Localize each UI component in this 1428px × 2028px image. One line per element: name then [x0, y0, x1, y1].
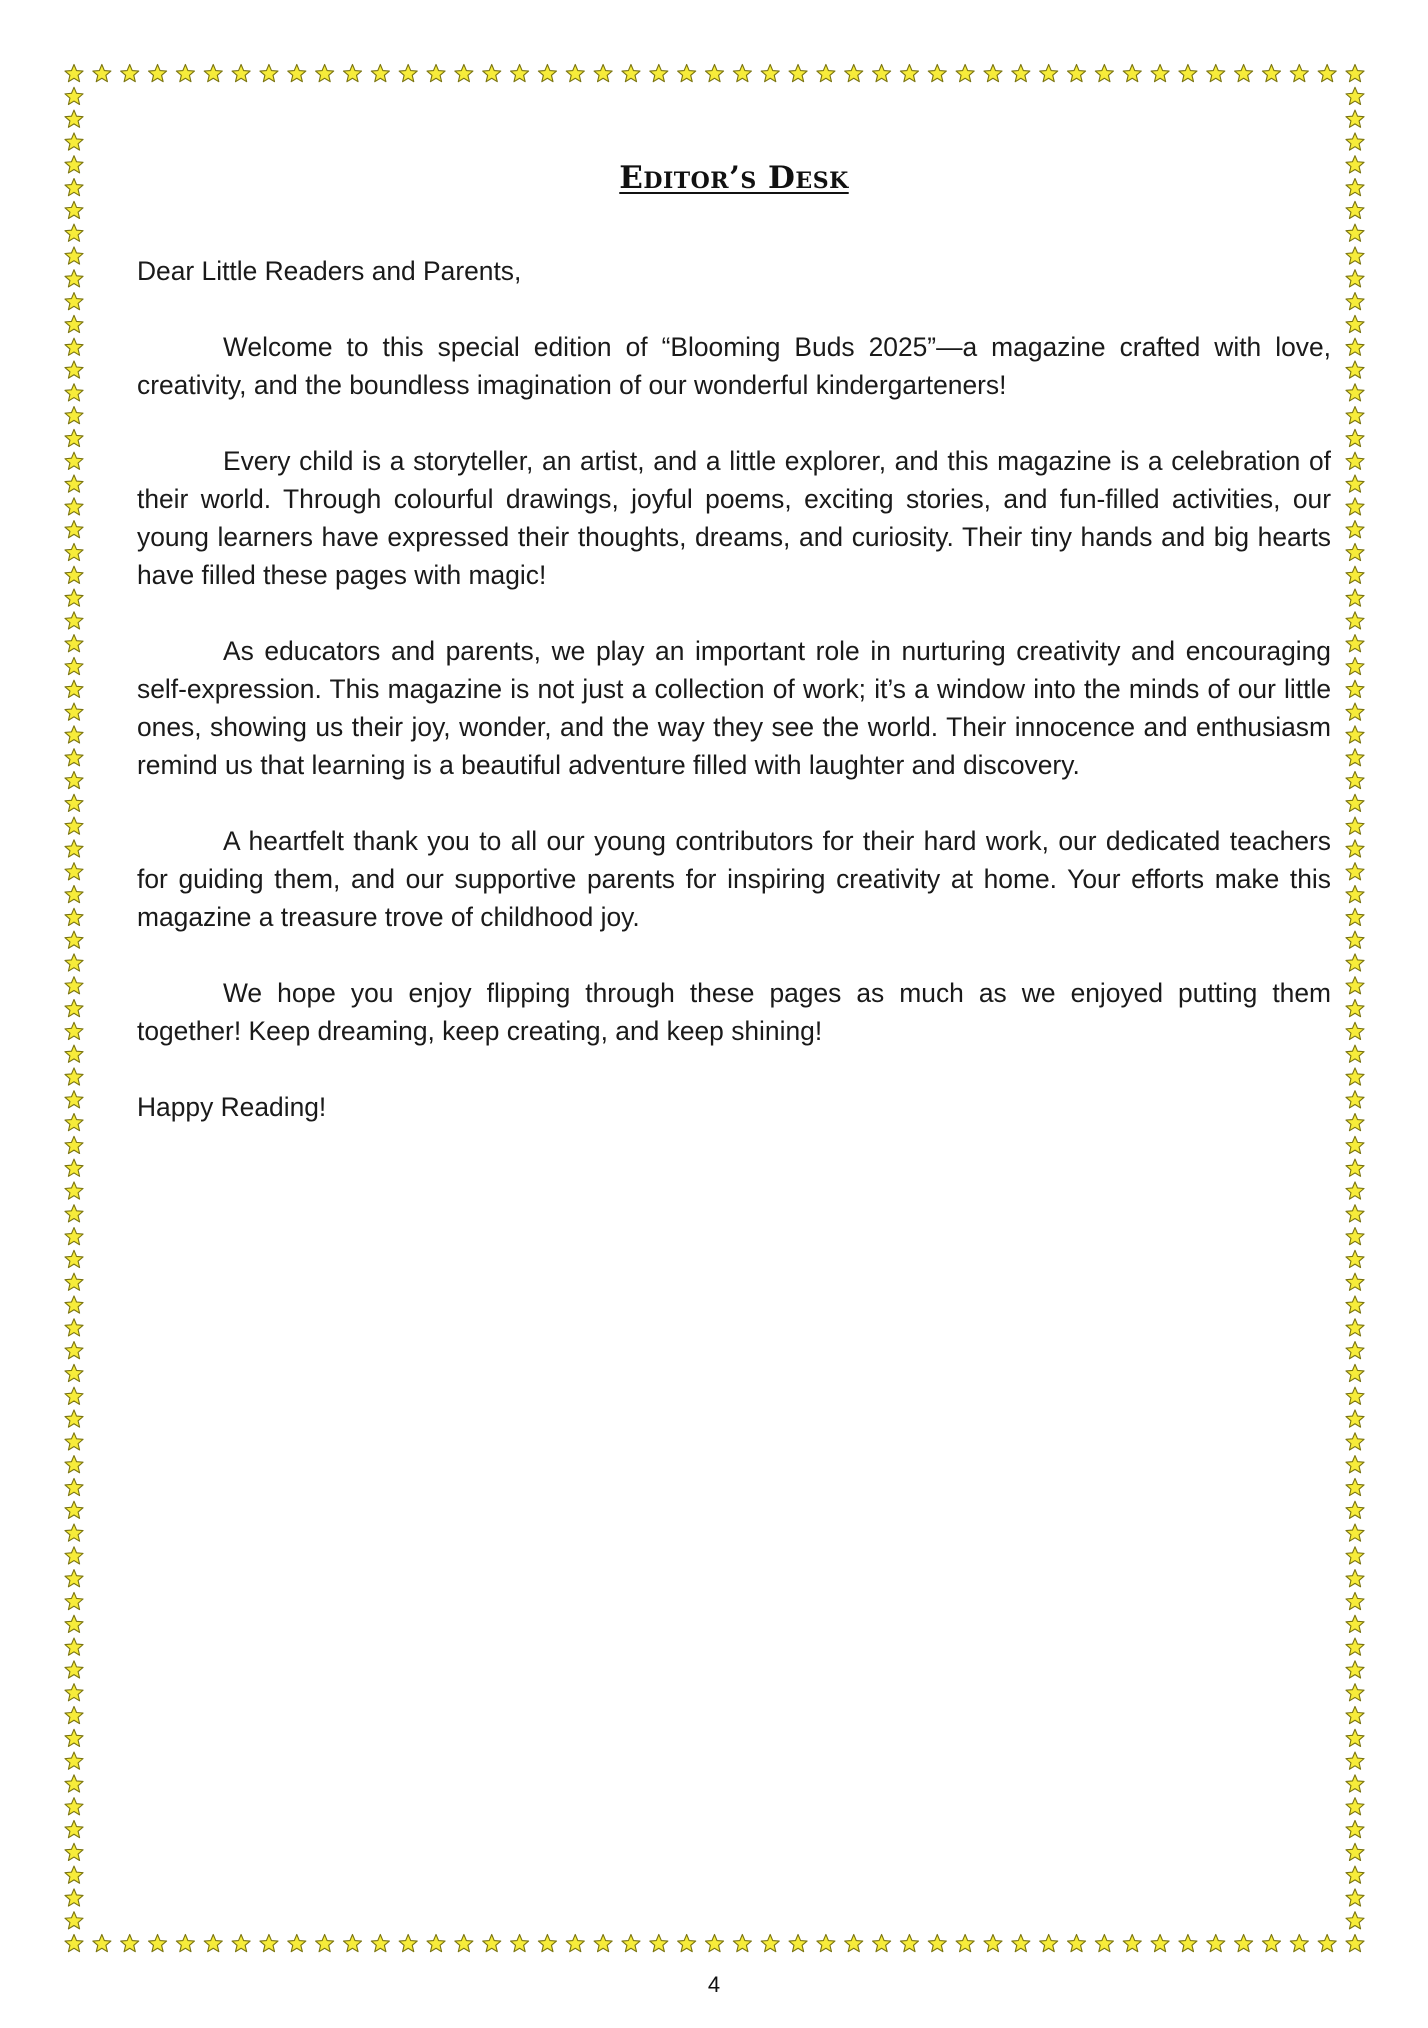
paragraph-storyteller: Every child is a storyteller, an artist, and a little explorer, and this magazine is a celebration of their world. Through colourful drawings, joyful poems, exciting stories, and fun-filled activities, our young learners have expressed their thoughts, dreams, and curiosity. Their tiny hands and big hearts have filled these pages with magic!: [137, 446, 1331, 590]
star-icon: [1346, 1889, 1364, 1906]
star-icon: [65, 429, 83, 446]
editorial-body: [137, 160, 1331, 1126]
star-icon: [1123, 1935, 1141, 1952]
star-icon: [1346, 1706, 1364, 1723]
star-icon: [65, 247, 83, 264]
star-icon: [65, 384, 83, 401]
star-icon: [288, 65, 306, 82]
star-icon: [1346, 475, 1364, 492]
star-icon: [65, 315, 83, 332]
star-icon: [1346, 87, 1364, 104]
star-icon: [65, 1068, 83, 1085]
star-icon: [65, 1592, 83, 1609]
paragraph-welcome: Welcome to this special edition of “Blooming Buds 2025”—a magazine crafted with love, creativity, and the boundless imagination of our wonderful kindergarteners!: [137, 332, 1331, 400]
star-icon: [65, 1228, 83, 1245]
star-icon: [1346, 680, 1364, 697]
star-icon: [65, 1273, 83, 1290]
star-icon: [176, 65, 194, 82]
star-icon: [1346, 1000, 1364, 1017]
star-icon: [1346, 247, 1364, 264]
star-icon: [733, 65, 751, 82]
paragraph-educators: As educators and parents, we play an important role in nurturing creativity and encouraging self-expression. This magazine is not just a collection of work; it’s a window into the minds of our little ones, showing us their joy, wonder, and the way they see the world. Their innocence and enthusiasm remind us that learning is a beautiful adventure filled with laughter and discovery.: [137, 636, 1331, 780]
star-icon: [511, 65, 529, 82]
star-icon: [65, 1547, 83, 1564]
star-icon: [65, 543, 83, 560]
star-icon: [65, 771, 83, 788]
star-icon: [928, 1935, 946, 1952]
star-icon: [1346, 65, 1364, 82]
star-icon: [1346, 840, 1364, 857]
star-icon: [1346, 1524, 1364, 1541]
star-icon: [594, 65, 612, 82]
star-icon: [956, 65, 974, 82]
salutation: Dear Little Readers and Parents,: [137, 256, 522, 286]
star-icon: [1346, 156, 1364, 173]
paragraph-hope: We hope you enjoy flipping through these pages as much as we enjoyed putting them together! Keep dreaming, keep creating, and keep shining!: [137, 978, 1331, 1046]
star-icon: [65, 1045, 83, 1062]
star-icon: [65, 817, 83, 834]
star-icon: [733, 1935, 751, 1952]
star-icon: [1095, 1935, 1113, 1952]
star-icon: [65, 885, 83, 902]
star-icon: [1346, 1410, 1364, 1427]
star-icon: [65, 840, 83, 857]
star-icon: [1290, 65, 1308, 82]
star-icon: [1346, 452, 1364, 469]
star-icon: [1235, 1935, 1253, 1952]
star-icon: [65, 1433, 83, 1450]
star-icon: [427, 1935, 445, 1952]
star-icon: [1346, 1775, 1364, 1792]
star-icon: [1346, 179, 1364, 196]
star-icon: [1346, 521, 1364, 538]
star-icon: [65, 1205, 83, 1222]
star-icon: [65, 703, 83, 720]
star-icon: [65, 1661, 83, 1678]
star-icon: [65, 65, 83, 82]
star-icon: [176, 1935, 194, 1952]
star-icon: [399, 1935, 417, 1952]
star-icon: [1179, 1935, 1197, 1952]
star-icon: [65, 293, 83, 310]
star-icon: [1346, 794, 1364, 811]
star-icon: [149, 1935, 167, 1952]
star-icon: [984, 1935, 1002, 1952]
star-icon: [1151, 1935, 1169, 1952]
star-icon: [65, 521, 83, 538]
star-icon: [1346, 1798, 1364, 1815]
star-icon: [1207, 65, 1225, 82]
star-icon: [1346, 1250, 1364, 1267]
star-icon: [1346, 1501, 1364, 1518]
star-icon: [1346, 657, 1364, 674]
star-icon: [65, 407, 83, 424]
star-icon: [1346, 1433, 1364, 1450]
star-icon: [1151, 65, 1169, 82]
star-icon: [65, 1000, 83, 1017]
star-icon: [149, 65, 167, 82]
star-icon: [1318, 65, 1336, 82]
star-icon: [65, 1615, 83, 1632]
star-icon: [65, 1182, 83, 1199]
star-icon: [65, 87, 83, 104]
star-icon: [678, 1935, 696, 1952]
star-icon: [705, 65, 723, 82]
star-icon: [65, 133, 83, 150]
star-icon: [1262, 1935, 1280, 1952]
closing: Happy Reading!: [137, 1092, 327, 1122]
star-icon: [65, 589, 83, 606]
star-icon: [1346, 1091, 1364, 1108]
star-icon: [1346, 361, 1364, 378]
star-icon: [65, 1342, 83, 1359]
star-icon: [1346, 817, 1364, 834]
star-icon: [1346, 1342, 1364, 1359]
star-icon: [93, 1935, 111, 1952]
star-icon: [1346, 1592, 1364, 1609]
star-icon: [1346, 908, 1364, 925]
star-icon: [1346, 977, 1364, 994]
star-icon: [65, 1524, 83, 1541]
star-icon: [1346, 566, 1364, 583]
star-icon: [204, 1935, 222, 1952]
star-icon: [1012, 1935, 1030, 1952]
star-icon: [1346, 1478, 1364, 1495]
star-icon: [1346, 771, 1364, 788]
star-icon: [455, 1935, 473, 1952]
star-icon: [65, 657, 83, 674]
star-icon: [1346, 589, 1364, 606]
star-icon: [1346, 1159, 1364, 1176]
star-icon: [1346, 954, 1364, 971]
star-icon: [622, 1935, 640, 1952]
star-icon: [1346, 1273, 1364, 1290]
star-icon: [1262, 65, 1280, 82]
star-icon: [594, 1935, 612, 1952]
star-icon: [65, 1820, 83, 1837]
star-icon: [845, 1935, 863, 1952]
star-icon: [817, 1935, 835, 1952]
star-icon: [1346, 1114, 1364, 1131]
star-icon: [65, 1706, 83, 1723]
star-icon: [399, 65, 417, 82]
star-icon: [65, 1912, 83, 1929]
star-icon: [65, 1456, 83, 1473]
star-icon: [65, 931, 83, 948]
star-icon: [121, 1935, 139, 1952]
star-icon: [65, 1684, 83, 1701]
star-icon: [1207, 1935, 1225, 1952]
star-icon: [761, 65, 779, 82]
star-icon: [1346, 224, 1364, 241]
star-icon: [1346, 1136, 1364, 1153]
star-icon: [1346, 1729, 1364, 1746]
star-icon: [1346, 1684, 1364, 1701]
star-icon: [65, 498, 83, 515]
star-icon: [65, 452, 83, 469]
star-icon: [1346, 407, 1364, 424]
star-icon: [1067, 1935, 1085, 1952]
star-icon: [1346, 635, 1364, 652]
star-icon: [984, 65, 1002, 82]
star-icon: [65, 361, 83, 378]
star-icon: [1095, 65, 1113, 82]
star-icon: [1123, 65, 1141, 82]
star-icon: [873, 65, 891, 82]
star-icon: [260, 1935, 278, 1952]
star-icon: [1346, 1387, 1364, 1404]
star-icon: [65, 1114, 83, 1131]
star-icon: [1346, 726, 1364, 743]
star-icon: [622, 65, 640, 82]
star-icon: [817, 65, 835, 82]
star-icon: [288, 1935, 306, 1952]
star-icon: [1346, 1615, 1364, 1632]
star-icon: [1346, 1319, 1364, 1336]
star-icon: [1346, 338, 1364, 355]
star-icon: [511, 1935, 529, 1952]
star-icon: [65, 1638, 83, 1655]
star-icon: [232, 1935, 250, 1952]
star-icon: [371, 65, 389, 82]
star-icon: [455, 65, 473, 82]
star-icon: [1346, 612, 1364, 629]
star-icon: [1318, 1935, 1336, 1952]
star-icon: [65, 954, 83, 971]
star-icon: [65, 1866, 83, 1883]
star-icon: [1040, 65, 1058, 82]
star-icon: [65, 1319, 83, 1336]
star-icon: [65, 863, 83, 880]
star-icon: [1040, 1935, 1058, 1952]
star-icon: [873, 1935, 891, 1952]
star-icon: [260, 65, 278, 82]
star-icon: [65, 635, 83, 652]
star-icon: [65, 566, 83, 583]
star-icon: [65, 1798, 83, 1815]
star-icon: [1235, 65, 1253, 82]
star-icon: [650, 1935, 668, 1952]
star-icon: [65, 224, 83, 241]
star-icon: [65, 680, 83, 697]
star-icon: [65, 1775, 83, 1792]
star-icon: [1346, 1935, 1364, 1952]
star-icon: [1346, 1866, 1364, 1883]
star-icon: [1346, 1364, 1364, 1381]
star-icon: [1346, 1022, 1364, 1039]
star-icon: [427, 65, 445, 82]
star-icon: [789, 1935, 807, 1952]
star-icon: [1179, 65, 1197, 82]
star-icon: [65, 1410, 83, 1427]
star-icon: [1346, 1182, 1364, 1199]
star-icon: [65, 338, 83, 355]
star-icon: [1346, 1843, 1364, 1860]
page-title: Editor’s Desk: [619, 160, 849, 196]
star-icon: [1346, 1205, 1364, 1222]
star-icon: [1346, 543, 1364, 560]
star-icon: [900, 65, 918, 82]
star-icon: [956, 1935, 974, 1952]
star-icon: [65, 1889, 83, 1906]
star-icon: [1346, 885, 1364, 902]
star-icon: [65, 1935, 83, 1952]
star-icon: [483, 65, 501, 82]
star-icon: [1346, 703, 1364, 720]
star-icon: [316, 65, 334, 82]
star-icon: [1012, 65, 1030, 82]
star-icon: [65, 1091, 83, 1108]
star-icon: [1346, 270, 1364, 287]
star-icon: [483, 1935, 501, 1952]
star-icon: [343, 65, 361, 82]
star-icon: [538, 1935, 556, 1952]
star-icon: [1346, 1045, 1364, 1062]
star-icon: [789, 65, 807, 82]
star-icon: [845, 65, 863, 82]
star-icon: [1290, 1935, 1308, 1952]
star-icon: [65, 794, 83, 811]
star-icon: [1346, 863, 1364, 880]
star-icon: [1346, 315, 1364, 332]
star-icon: [65, 1478, 83, 1495]
star-icon: [65, 1570, 83, 1587]
star-icon: [1346, 429, 1364, 446]
star-icon: [316, 1935, 334, 1952]
star-icon: [1346, 1296, 1364, 1313]
star-icon: [566, 1935, 584, 1952]
star-icon: [1346, 749, 1364, 766]
star-icon: [1346, 1068, 1364, 1085]
star-icon: [1346, 1752, 1364, 1769]
star-icon: [678, 65, 696, 82]
star-icon: [343, 1935, 361, 1952]
star-icon: [65, 1250, 83, 1267]
star-icon: [1346, 1638, 1364, 1655]
star-icon: [65, 1159, 83, 1176]
star-icon: [928, 65, 946, 82]
star-icon: [65, 1296, 83, 1313]
star-icon: [566, 65, 584, 82]
star-icon: [65, 1729, 83, 1746]
star-icon: [65, 156, 83, 173]
star-icon: [371, 1935, 389, 1952]
star-icon: [1346, 931, 1364, 948]
star-icon: [1346, 1547, 1364, 1564]
star-icon: [65, 749, 83, 766]
star-icon: [65, 1843, 83, 1860]
star-icon: [121, 65, 139, 82]
star-icon: [1346, 1820, 1364, 1837]
star-icon: [65, 1501, 83, 1518]
star-icon: [65, 977, 83, 994]
star-icon: [65, 1022, 83, 1039]
star-icon: [65, 179, 83, 196]
page-number: 4: [707, 1972, 721, 1997]
star-icon: [761, 1935, 779, 1952]
star-icon: [204, 65, 222, 82]
star-icon: [65, 201, 83, 218]
star-icon: [65, 1136, 83, 1153]
star-icon: [65, 612, 83, 629]
star-icon: [1346, 1912, 1364, 1929]
star-icon: [1346, 1661, 1364, 1678]
star-icon: [65, 270, 83, 287]
star-icon: [1346, 133, 1364, 150]
star-icon: [65, 908, 83, 925]
star-icon: [1346, 384, 1364, 401]
star-icon: [65, 726, 83, 743]
star-icon: [1346, 1456, 1364, 1473]
star-icon: [1346, 201, 1364, 218]
star-icon: [1346, 110, 1364, 127]
star-icon: [93, 65, 111, 82]
paragraph-thanks: A heartfelt thank you to all our young contributors for their hard work, our dedicated teachers for guiding them, and our supportive parents for inspiring creativity at home. Your efforts make this magazine a treasure trove of childhood joy.: [137, 826, 1331, 932]
star-icon: [650, 65, 668, 82]
star-icon: [232, 65, 250, 82]
star-icon: [65, 475, 83, 492]
star-icon: [1346, 1570, 1364, 1587]
star-icon: [65, 1387, 83, 1404]
star-icon: [1346, 293, 1364, 310]
star-icon: [900, 1935, 918, 1952]
star-icon: [538, 65, 556, 82]
star-icon: [65, 1752, 83, 1769]
star-icon: [1346, 498, 1364, 515]
star-icon: [65, 110, 83, 127]
star-icon: [705, 1935, 723, 1952]
star-icon: [1346, 1228, 1364, 1245]
star-icon: [1067, 65, 1085, 82]
star-icon: [65, 1364, 83, 1381]
